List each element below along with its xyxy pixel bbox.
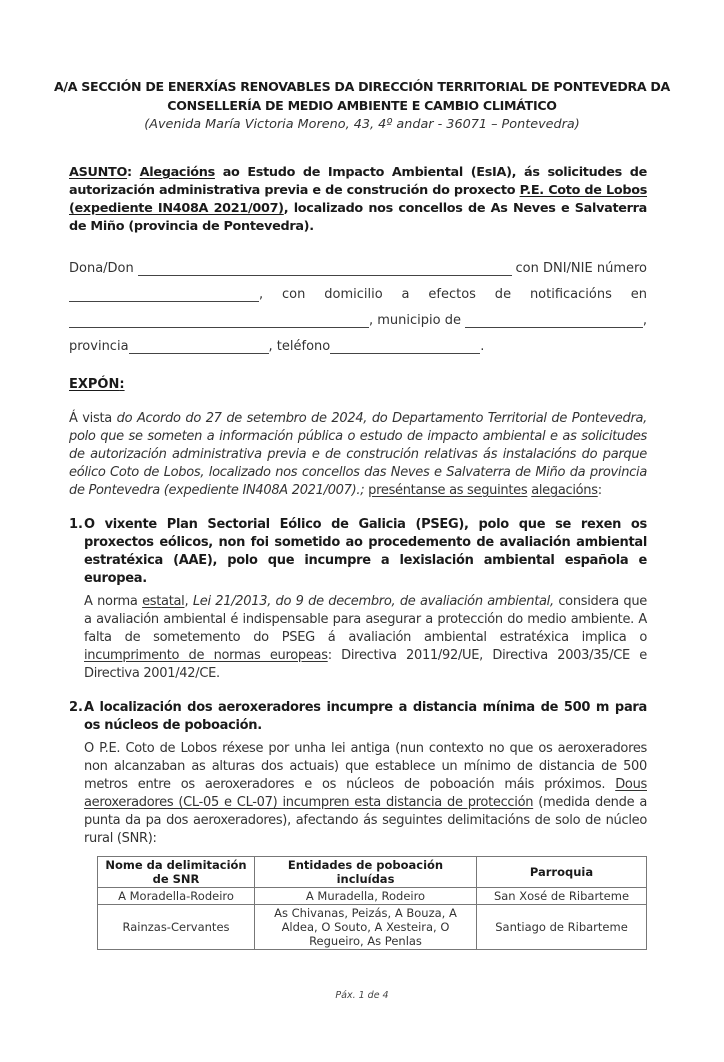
municipality-field[interactable]: [465, 313, 643, 328]
subject-colon: :: [127, 165, 132, 180]
label-dona-don: Dona/Don: [69, 261, 134, 276]
dni-field[interactable]: [69, 287, 259, 302]
expon-colon: :: [119, 377, 125, 392]
item-2-body: [84, 740, 647, 848]
phone-field[interactable]: [330, 339, 480, 354]
expon-paragraph: [69, 410, 647, 500]
expon-title: EXPÓN: [69, 377, 120, 392]
table-header-cell: Entidades de poboación incluídas: [255, 857, 477, 888]
page-number: Páx. 1 de 4: [335, 990, 389, 1001]
item-1-body-b: estatal: [142, 594, 185, 609]
item-2: [69, 699, 647, 848]
item-2-body-b: Dous aeroxeradores (CL-05 e CL-07) incumpren esta distancia de protección: [84, 777, 647, 810]
item-1-title: O vixente Plan Sectorial Eólico de Galicia (PSEG), polo que se rexen os proxectos eólicos, non foi sometido ao procedemento de avaliación ambiental estratéxica (AAE), polo que incumpre a lexislación ambiental española e europea.: [84, 517, 647, 586]
expon-text-7: :: [597, 483, 602, 498]
item-1-body-e: considera que a avaliación ambiental é indispensable para asegurar a protección do medio ambiente. A falta de sometemento do PSEG á avaliación ambiental estratéxica implica o: [84, 594, 648, 645]
form-line-provincia: [69, 328, 647, 354]
snr-table: [97, 856, 647, 950]
item-2-title: A localización dos aeroxeradores incumpre a distancia mínima de 500 m para os núcleos de poboación.: [84, 700, 647, 733]
expon-text-2: do Acordo do 27 de setembro de 2024, do Departamento Territorial de Pontevedra, polo que se someten a información pública o estudo de impacto ambiental e as solicitudes de autorización administrativa previa e de construción relativas ás instalacións do parque eólico Coto de Lobos, localizado nos concellos das Neves e Salvaterra de Miño da provincia de Pontevedra (expediente IN408A 2021/007).: [69, 411, 647, 498]
subject-project: P.E. Coto de Lobos (expediente IN408A 2021/007): [69, 183, 648, 216]
item-1: [69, 516, 647, 683]
subject-text-2: , localizado nos concellos de As Neves e Salvaterra de Miño (provincia de Pontevedra).: [69, 201, 648, 234]
subject-alegacions: Alegacións: [139, 165, 215, 180]
item-1-body-c: ,: [184, 594, 193, 609]
table-cell: Santiago de Ribarteme: [477, 905, 647, 950]
subject-paragraph: [69, 164, 647, 236]
province-field[interactable]: [129, 339, 269, 354]
form-line-municipio: [69, 302, 647, 328]
table-header-row: [98, 857, 647, 888]
form-line-name: [69, 250, 647, 276]
label-provincia: provincia: [69, 339, 129, 354]
form-line-domicilio: [69, 276, 647, 302]
subject-label: ASUNTO: [69, 165, 128, 180]
item-2-number: 2.: [69, 700, 83, 715]
item-1-body: [84, 593, 647, 683]
comma: ,: [642, 313, 647, 328]
addressee-line-2: CONSELLERÍA DE MEDIO AMBIENTE E CAMBIO CLIMÁTICO: [167, 98, 557, 113]
label-telefono: , teléfono: [268, 339, 331, 354]
name-field[interactable]: [138, 261, 512, 276]
item-1-body-f: incumprimento de normas europeas: [84, 648, 328, 663]
table-header-cell: Parroquia: [477, 857, 647, 888]
item-1-body-d: Lei 21/2013, do 9 de decembro, de avaliación ambiental,: [192, 594, 554, 609]
item-2-body-a: O P.E. Coto de Lobos réxese por unha lei antiga (nun contexto no que os aeroxeradores non alcanzaban as alturas dos actuais) que establece un mínimo de distancia de 500 metros entre os aeroxeradores e os núcleos de poboación máis próximos.: [84, 741, 647, 792]
label-domicilio: , con domicilio a efectos de notificacións en: [259, 287, 647, 302]
label-dni: con DNI/NIE número: [515, 261, 647, 276]
table-row: [98, 888, 647, 905]
address-field[interactable]: [69, 313, 369, 328]
expon-text-1: Á vista: [69, 411, 117, 426]
table-row: [98, 905, 647, 950]
item-2-body-c: (medida dende a punta da pa dos aeroxeradores), afectando ás seguintes delimitacións de solo de núcleo rural (SNR):: [84, 795, 648, 846]
period: .: [480, 339, 485, 354]
table-cell: San Xosé de Ribarteme: [477, 888, 647, 905]
addressee-line-1: A/A SECCIÓN DE ENERXÍAS RENOVABLES DA DIRECCIÓN TERRITORIAL DE PONTEVEDRA DA: [53, 79, 671, 94]
expon-text-3: ;: [360, 483, 365, 498]
table-cell: A Muradella, Rodeiro: [255, 888, 477, 905]
table-cell: As Chivanas, Peizás, A Bouza, A Aldea, O Souto, A Xesteira, O Regueiro, As Penlas: [255, 905, 477, 950]
label-municipio: , municipio de: [369, 313, 461, 328]
expon-text-6: alegacións: [531, 483, 598, 498]
item-1-body-g: : Directiva 2011/92/UE, Directiva 2003/35/CE e Directiva 2001/42/CE.: [84, 648, 647, 681]
item-1-number: 1.: [69, 517, 83, 532]
expon-heading: [69, 376, 724, 394]
table-cell: Rainzas-Cervantes: [98, 905, 255, 950]
item-1-body-a: A norma: [84, 594, 143, 609]
subject-text-1: ao Estudo de Impacto Ambiental (EsIA), ás solicitudes de autorización administrativa previa e de construción do proxecto: [69, 165, 648, 198]
table-cell: A Moradella-Rodeiro: [98, 888, 255, 905]
table-header-cell: Nome da delimitación de SNR: [98, 857, 255, 888]
addressee-address: (Avenida María Victoria Moreno, 43, 4º andar - 36071 – Pontevedra): [144, 117, 580, 132]
expon-text-4: preséntanse as seguintes: [368, 483, 528, 498]
